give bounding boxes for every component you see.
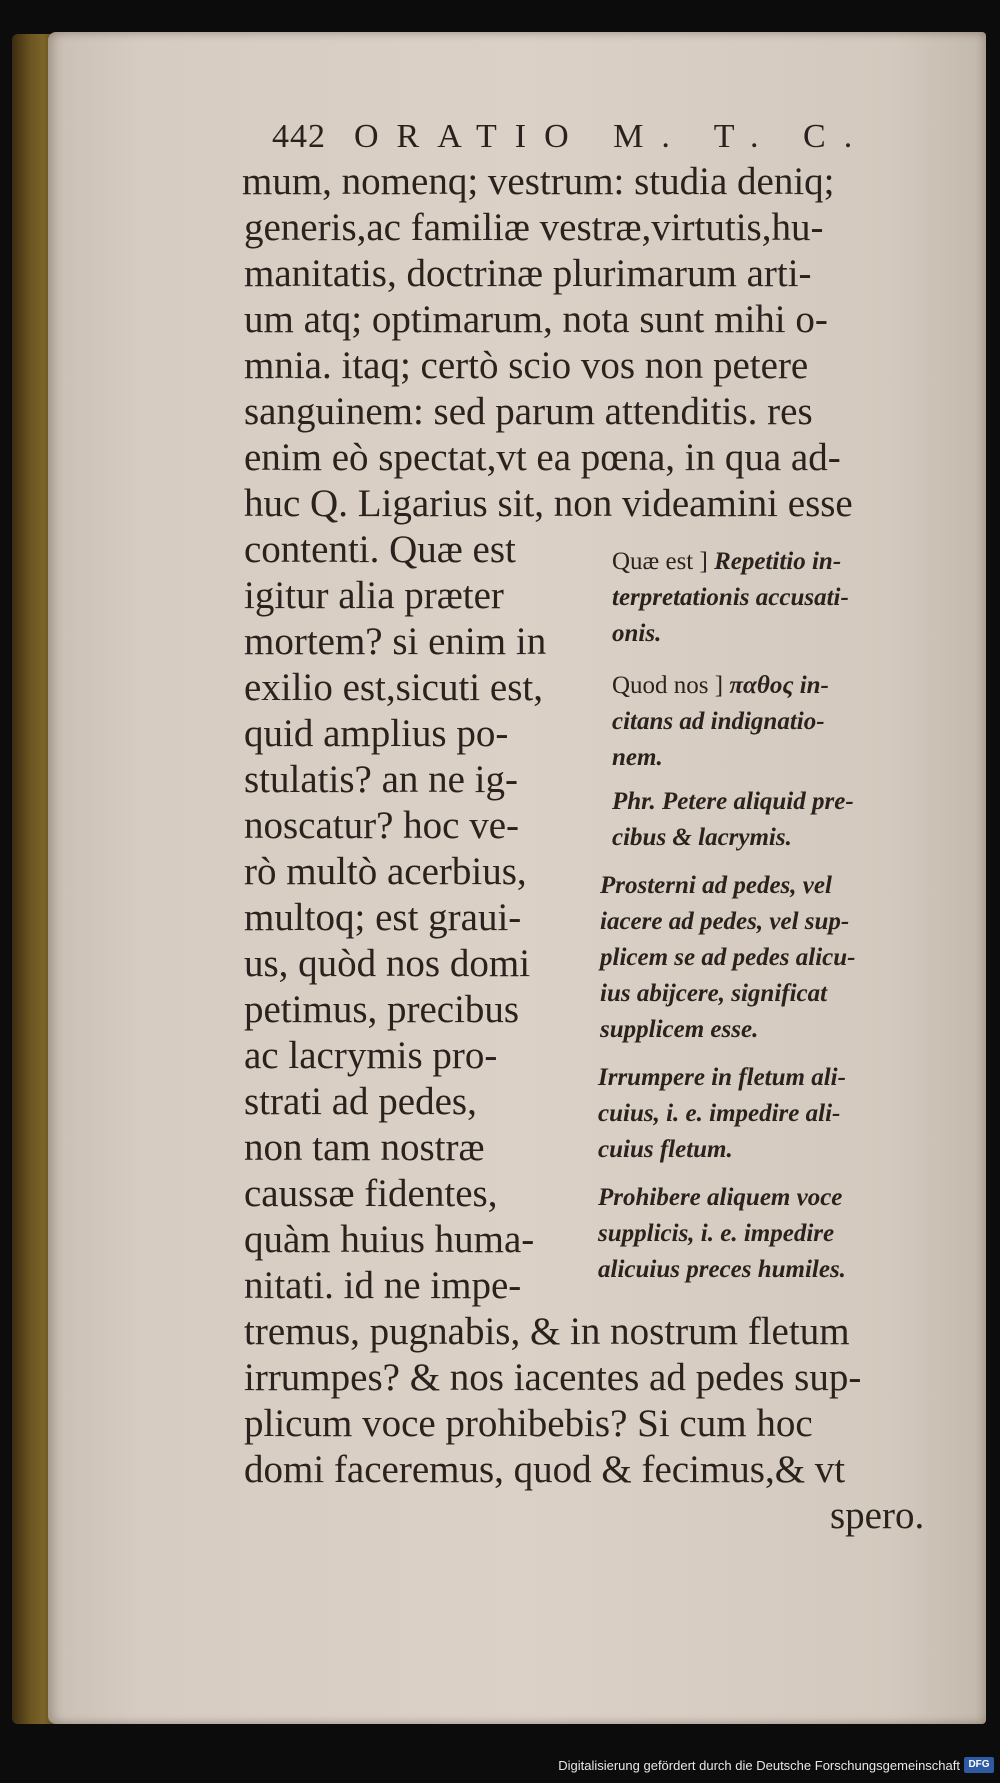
text-line: generis,ac familiæ vestræ,virtutis,hu- [244,206,824,249]
running-header [272,118,870,156]
gloss-line: onis. [612,620,662,647]
text-line: mnia. itaq; certò scio vos non petere [244,344,809,387]
column-line: rò multò acerbius, [244,850,527,893]
text-line: mum, nomenq; vestrum: studia deniq; [242,160,835,203]
gloss-lemma: Quæ est ] [612,548,708,575]
column-line: quid amplius po- [244,712,509,755]
gloss-line: παθος in- [729,672,829,699]
column-line: non tam nostræ [244,1126,485,1169]
column-line: stulatis? an ne ig- [244,758,519,801]
gloss-line: nem. [612,744,663,771]
gloss-note [612,784,854,856]
text-line: enim eò spectat,vt ea pœna, in qua ad- [244,436,841,479]
gloss-line: supplicis, i. e. impedire [598,1220,835,1247]
text-line: huc Q. Ligarius sit, non videamini esse [244,482,853,525]
gloss-line: Irrumpere in fletum ali- [598,1064,846,1091]
digitization-credit: Digitalisierung gefördert durch die Deutsche Forschungsgemeinschaft [558,1758,960,1773]
text-line: domi faceremus, quod & fecimus,& vt [244,1448,846,1491]
column-line: petimus, precibus [244,988,520,1031]
gloss-note [612,544,849,652]
gloss-line: cuius fletum. [598,1136,733,1163]
text-line: contenti. Quæ est [244,528,516,571]
gloss-line: cuius, i. e. impedire ali- [598,1100,841,1127]
gloss-note [612,668,829,776]
page-number: 442 [272,118,326,155]
column-line: exilio est,sicuti est, [244,666,543,709]
gloss-line: Phr. Petere aliquid pre- [612,788,854,815]
column-line: caussæ fidentes, [244,1172,498,1215]
gloss-note [600,868,856,1048]
gloss-line: ius abijcere, significat [600,980,828,1007]
text-line: sanguinem: sed parum attenditis. res [244,390,813,433]
gloss-line: Repetitio in- [714,548,842,575]
gloss-line: Prosterni ad pedes, vel [600,872,832,899]
gloss-line: plicem se ad pedes alicu- [600,944,856,971]
gloss-line: citans ad indignatio- [612,708,825,735]
column-line: nitati. id ne impe- [244,1264,522,1307]
column-line: multoq; est graui- [244,896,522,939]
column-line: noscatur? hoc ve- [244,804,520,847]
catchword: spero. [830,1494,925,1537]
gloss-line: Prohibere aliquem voce [598,1184,843,1211]
column-line: us, quòd nos domi [244,942,531,985]
text-line: plicum voce prohibebis? Si cum hoc [244,1402,813,1445]
column-line: igitur alia præter [244,574,504,617]
dfg-logo: DFG [964,1757,994,1773]
text-line: irrumpes? & nos iacentes ad pedes sup- [244,1356,862,1399]
gloss-line: cibus & lacrymis. [612,824,792,851]
gloss-line: supplicem esse. [600,1016,759,1043]
column-line: mortem? si enim in [244,620,547,663]
column-line: quàm huius huma- [244,1218,535,1261]
gloss-note [598,1060,846,1168]
text-line: um atq; optimarum, nota sunt mihi o- [244,298,828,341]
gloss-lemma: Quod nos ] [612,672,724,699]
gloss-line: terpretationis accusati- [612,584,849,611]
column-line: strati ad pedes, [244,1080,477,1123]
running-title: ORATIO M. T. C. [354,118,871,155]
text-line: manitatis, doctrinæ plurimarum arti- [244,252,812,295]
gloss-line: iacere ad pedes, vel sup- [600,908,850,935]
gloss-line: alicuius preces humiles. [598,1256,846,1283]
gloss-note [598,1180,846,1288]
column-line: ac lacrymis pro- [244,1034,498,1077]
text-line: tremus, pugnabis, & in nostrum fletum [244,1310,850,1353]
